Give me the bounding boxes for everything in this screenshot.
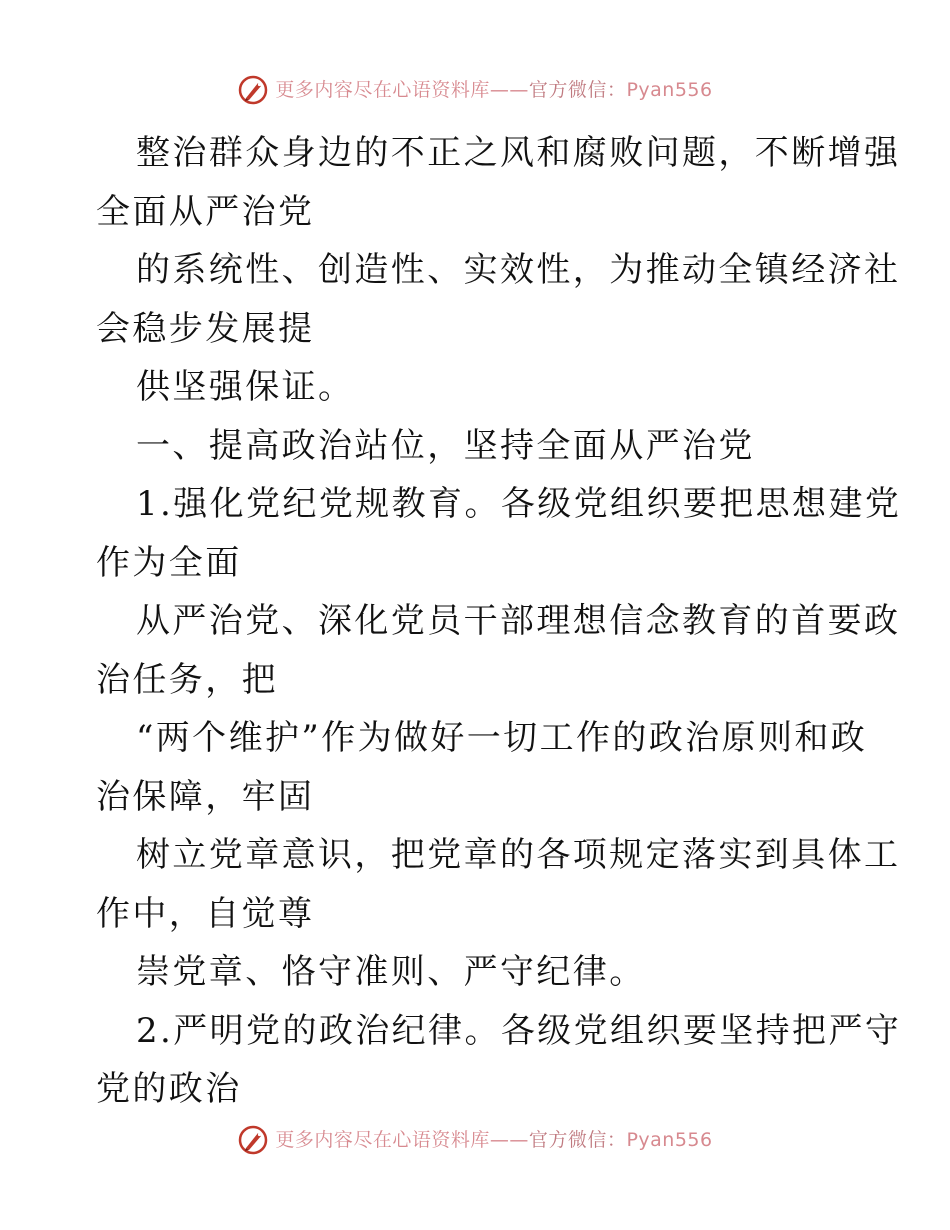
document-body xyxy=(96,124,902,1119)
header-banner xyxy=(0,72,950,108)
footer-wechat-id: Pyan556 xyxy=(626,1129,713,1151)
header-banner-dash: —— xyxy=(489,79,529,101)
body-line: 作为全面 xyxy=(96,542,242,583)
body-line: 2.严明党的政治纪律。各级党组织要坚持把严守 xyxy=(136,1010,902,1051)
body-line: 治任务，把 xyxy=(96,659,278,700)
header-banner-label: 官方微信： xyxy=(528,79,627,101)
body-line: 整治群众身边的不正之风和腐败问题，不断增强 xyxy=(136,133,901,173)
header-wechat-id: Pyan556 xyxy=(626,79,713,101)
body-line: 1.强化党纪党规教育。各级党组织要把思想建党 xyxy=(136,484,902,524)
section-heading: 一、提高政治站位，坚持全面从严治党 xyxy=(136,425,755,466)
footer-banner-line xyxy=(275,1124,712,1156)
footer-banner-label: 官方微信： xyxy=(528,1129,627,1151)
body-line: 树立党章意识，把党章的各项规定落实到具体工 xyxy=(136,835,901,875)
header-banner-line xyxy=(275,74,712,106)
pen-logo-icon xyxy=(237,1124,269,1156)
body-line: 全面从严治党 xyxy=(96,191,315,232)
footer-banner-text: 更多内容尽在心语资料库 xyxy=(275,1129,490,1151)
body-line: 从严治党、深化党员干部理想信念教育的首要政 xyxy=(136,601,901,641)
header-banner-text: 更多内容尽在心语资料库 xyxy=(275,79,490,101)
body-line: 党的政治 xyxy=(96,1069,242,1109)
body-line: 作中，自觉尊 xyxy=(96,893,315,934)
body-line: 的系统性、创造性、实效性，为推动全镇经济社 xyxy=(136,250,901,290)
body-line: 崇党章、恪守准则、严守纪律。 xyxy=(136,952,646,992)
pen-logo-icon xyxy=(237,74,269,106)
footer-banner-dash: —— xyxy=(489,1129,529,1151)
body-line: “两个维护”作为做好一切工作的政治原则和政 xyxy=(136,718,868,758)
footer-banner xyxy=(0,1122,950,1158)
body-line: 治保障，牢固 xyxy=(96,776,315,817)
body-line: 会稳步发展提 xyxy=(96,308,315,349)
body-line: 供坚强保证。 xyxy=(136,367,355,407)
